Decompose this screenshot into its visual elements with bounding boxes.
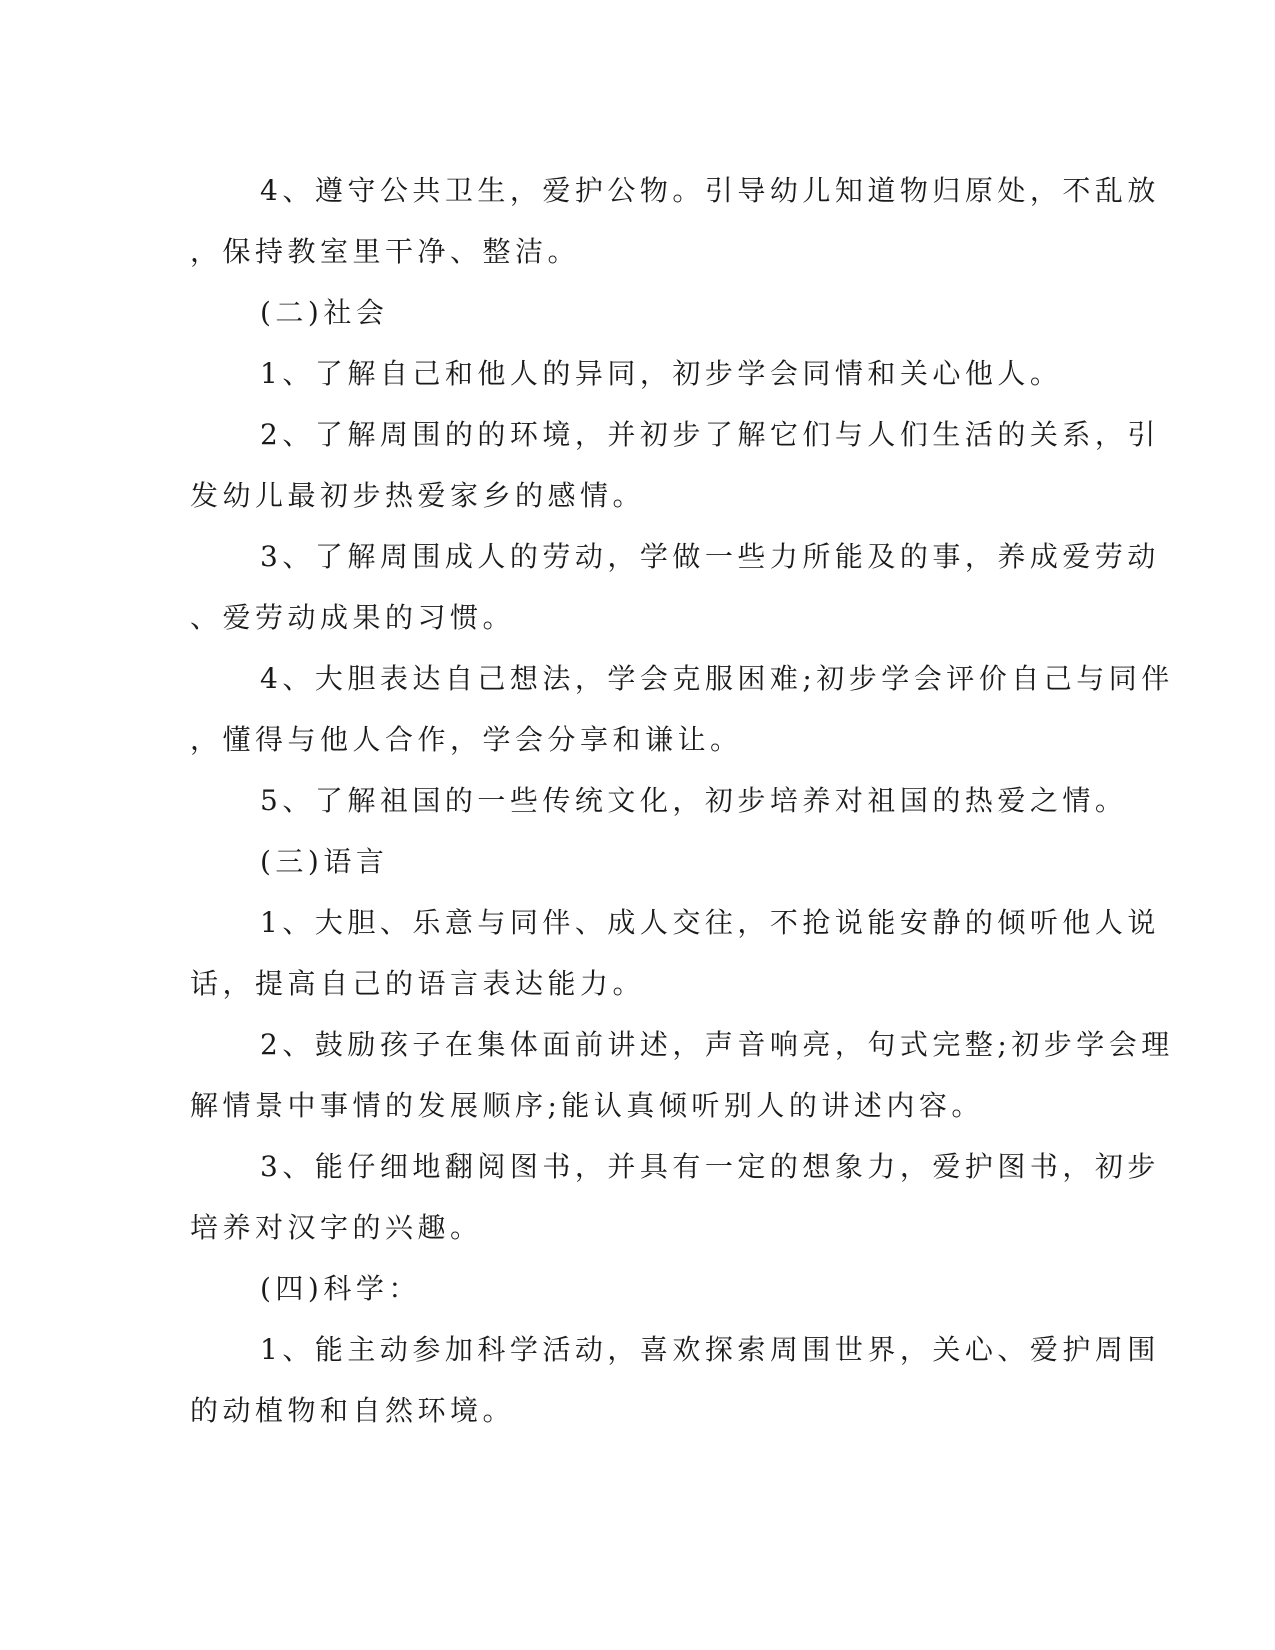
text-line: ，懂得与他人合作，学会分享和谦让。	[190, 723, 743, 756]
document-body	[190, 160, 1174, 1441]
text-line: 1、能主动参加科学活动，喜欢探索周围世界，关心、爱护周围	[260, 1333, 1160, 1366]
text-line: 解情景中事情的发展顺序;能认真倾听别人的讲述内容。	[190, 1089, 984, 1122]
text-line: 3、了解周围成人的劳动，学做一些力所能及的事，养成爱劳动	[260, 540, 1160, 573]
text-line: 5、了解祖国的一些传统文化，初步培养对祖国的热爱之情。	[260, 784, 1128, 817]
text-line: ，保持教室里干净、整洁。	[190, 235, 581, 268]
section-heading: (二)社会	[260, 296, 389, 329]
text-line: 1、了解自己和他人的异同，初步学会同情和关心他人。	[260, 357, 1063, 390]
text-line: 培养对汉字的兴趣。	[190, 1211, 483, 1244]
text-line: 2、了解周围的的环境，并初步了解它们与人们生活的关系，引	[260, 418, 1160, 451]
text-line: 1、大胆、乐意与同伴、成人交往，不抢说能安静的倾听他人说	[260, 906, 1160, 939]
text-line: 、爱劳动成果的习惯。	[190, 601, 516, 634]
section-heading: (四)科学：	[260, 1272, 421, 1305]
text-line: 4、遵守公共卫生，爱护公物。引导幼儿知道物归原处，不乱放	[260, 174, 1160, 207]
text-line: 3、能仔细地翻阅图书，并具有一定的想象力，爱护图书，初步	[260, 1150, 1160, 1183]
text-line: 的动植物和自然环境。	[190, 1394, 516, 1427]
text-line: 4、大胆表达自己想法，学会克服困难;初步学会评价自己与同伴	[260, 662, 1174, 695]
text-line: 发幼儿最初步热爱家乡的感情。	[190, 479, 646, 512]
text-line: 2、鼓励孩子在集体面前讲述，声音响亮，句式完整;初步学会理	[260, 1028, 1174, 1061]
text-line: 话，提高自己的语言表达能力。	[190, 967, 646, 1000]
section-heading: (三)语言	[260, 845, 389, 878]
